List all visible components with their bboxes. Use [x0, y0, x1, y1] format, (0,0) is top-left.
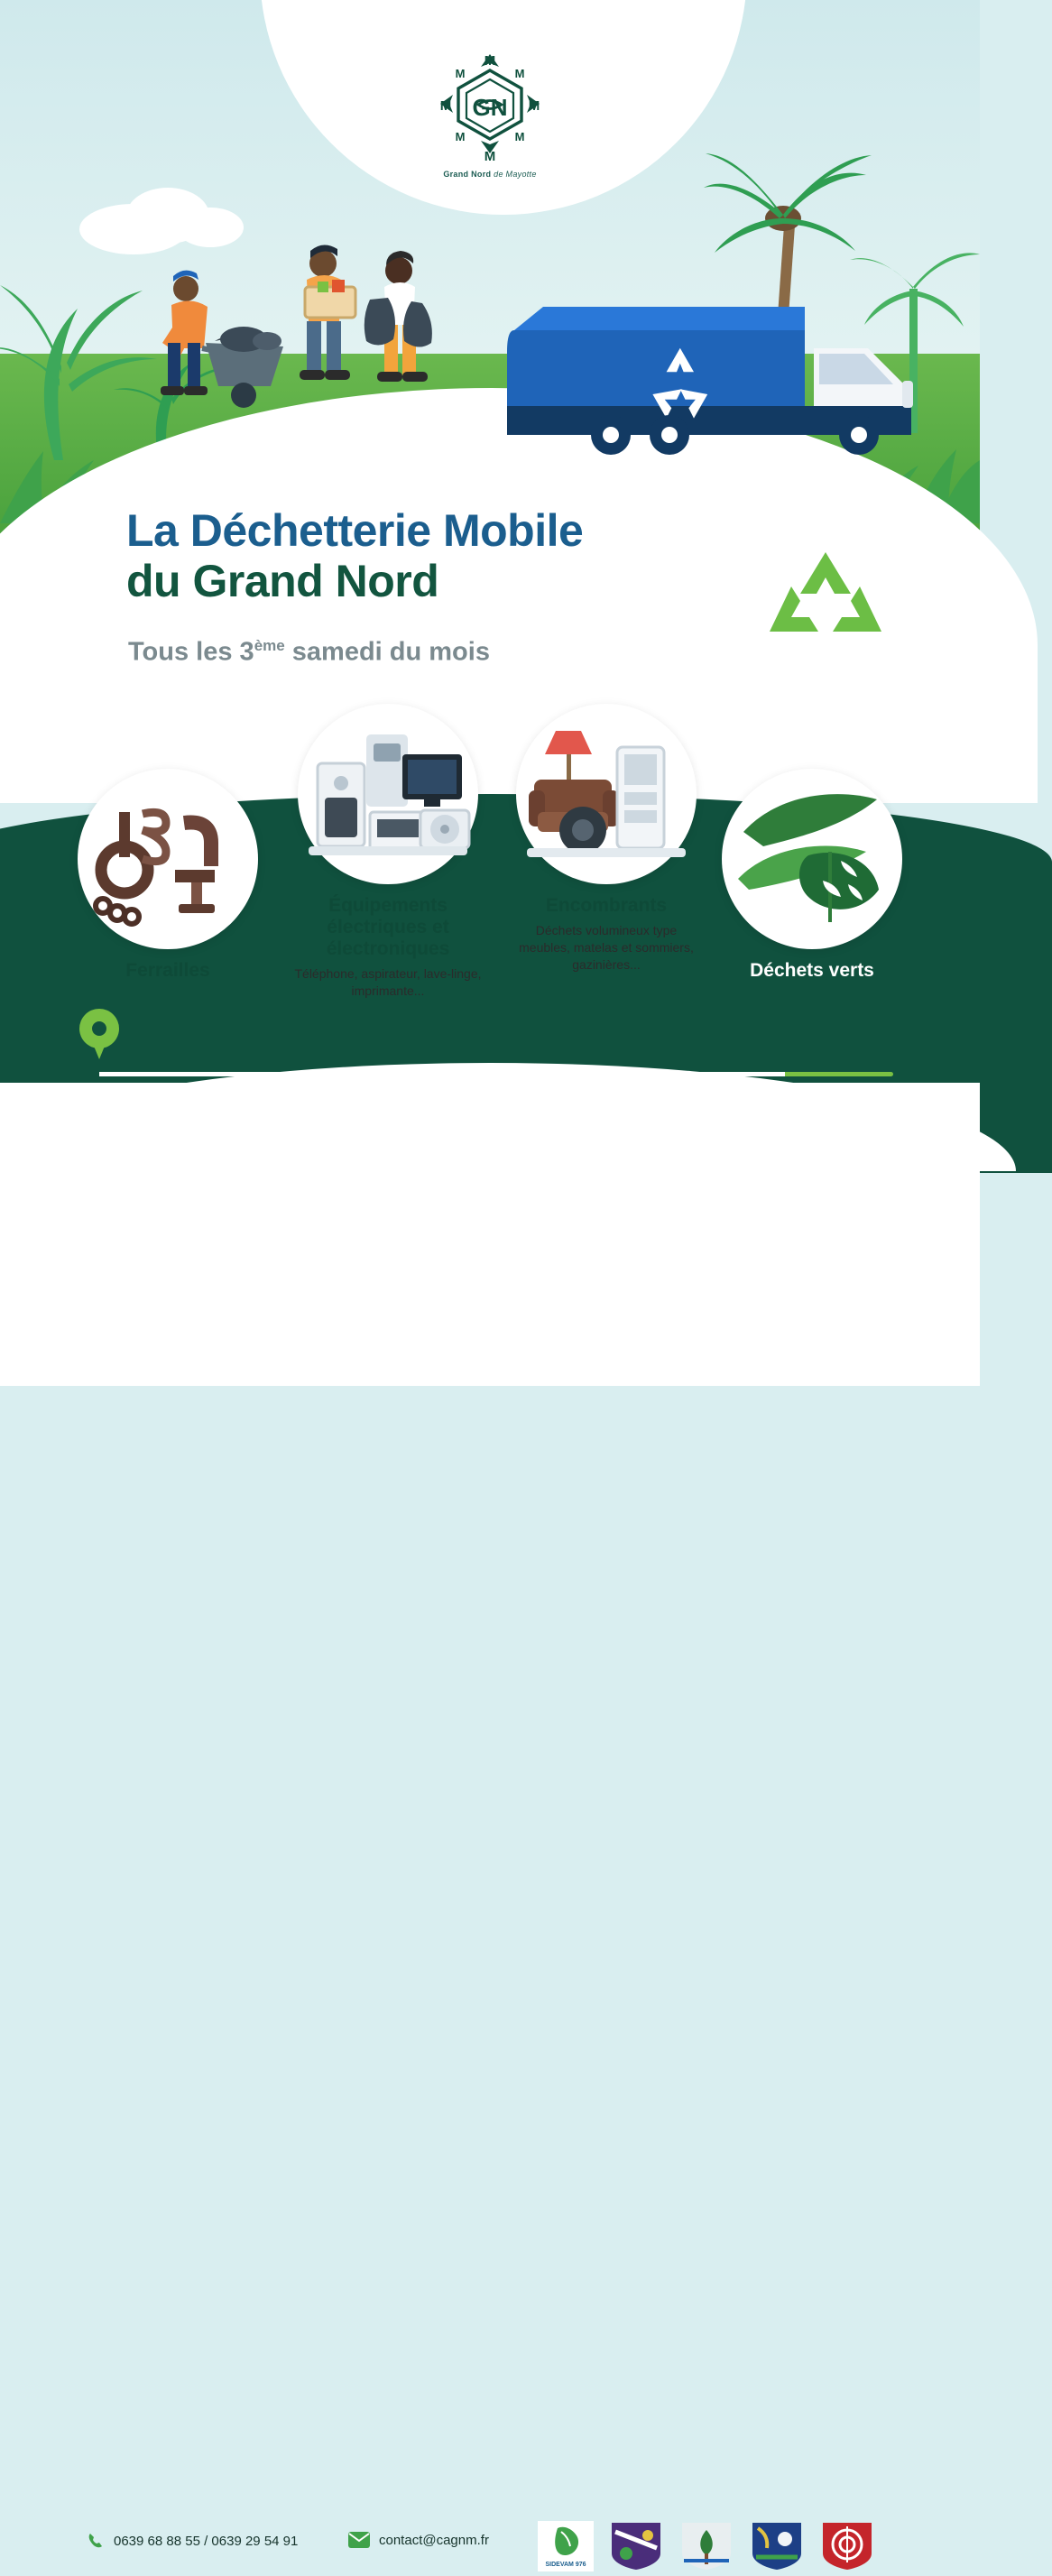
subtitle-ordinal: ème	[254, 637, 285, 654]
page-title	[126, 505, 812, 606]
partner-logo-crest-blue	[749, 2521, 805, 2571]
category-subtitle: Téléphone, aspirateur, lave-linge, imprimante...	[294, 966, 482, 999]
partner-logo-crest-purple	[608, 2521, 664, 2571]
category-title: Déchets verts	[750, 960, 874, 981]
divider-rule	[99, 1072, 893, 1076]
garbage-truck-illustration	[507, 298, 936, 483]
green-waste-icon	[722, 769, 902, 949]
svg-text:M: M	[514, 67, 525, 80]
email-address: contact@cagnm.fr	[379, 2532, 489, 2548]
partner-logo-sidevam	[538, 2521, 594, 2571]
event-place-line-1: Plateau polyvalent	[106, 1103, 408, 1140]
appliances-icon	[298, 704, 478, 884]
subtitle-before: Tous les 3	[128, 637, 254, 667]
svg-text:M: M	[514, 130, 525, 143]
category-title: Encombrants	[545, 895, 668, 916]
svg-text:M: M	[528, 98, 540, 114]
event-date	[540, 1103, 918, 1181]
logo-caption-bold: Grand Nord	[443, 170, 492, 179]
svg-text:M: M	[439, 98, 452, 114]
footer	[0, 1261, 980, 2568]
event-date-line-1: Samedi 13 janvier	[540, 1103, 830, 1140]
email-contact[interactable]	[348, 2532, 489, 2548]
svg-text:M: M	[484, 53, 496, 69]
partner-label: SIDEVAM 976	[545, 2562, 586, 2568]
subtitle-after: samedi du mois	[284, 637, 490, 667]
phone-icon	[87, 2532, 105, 2550]
svg-text:M: M	[484, 149, 496, 164]
logo-caption	[420, 170, 559, 179]
partner-logos	[538, 2521, 875, 2571]
svg-text:M: M	[455, 130, 466, 143]
page-subtitle	[128, 637, 490, 668]
category-dechets-verts	[718, 769, 906, 982]
phone-numbers: 0639 68 88 55 / 0639 29 54 91	[114, 2533, 299, 2549]
envelope-icon	[348, 2532, 370, 2548]
scrap-metal-icon	[78, 769, 258, 949]
location-pin-icon	[79, 1009, 119, 1063]
logo-caption-rest: de Mayotte	[494, 170, 537, 179]
event-place	[106, 1103, 503, 1181]
people-illustration	[108, 235, 496, 429]
brand-logo	[420, 45, 559, 212]
category-title: Équipements électriques et électroniques	[326, 895, 450, 960]
bulky-waste-icon	[516, 704, 697, 884]
grand-nord-logo-icon	[431, 45, 549, 162]
category-encombrants	[511, 704, 702, 974]
recycling-icon	[762, 549, 889, 650]
event-place-line-2: d’Acoua	[106, 1141, 242, 1180]
category-subtitle: Déchets volumineux type meubles, matelas et sommiers, gazinières...	[519, 923, 694, 972]
phone-contact[interactable]	[87, 2532, 298, 2550]
title-line-2: du Grand Nord	[126, 556, 439, 606]
category-equipements	[291, 704, 485, 1000]
svg-text:GN: GN	[472, 94, 508, 121]
category-title: Ferrailles	[125, 960, 210, 981]
partner-logo-crest-red	[819, 2521, 875, 2571]
svg-text:M: M	[455, 67, 466, 80]
title-line-1: La Déchetterie Mobile	[126, 505, 584, 556]
category-ferrailles	[76, 769, 260, 982]
event-date-line-2: de 8h à 12h	[540, 1141, 726, 1180]
partner-logo-crest-tree	[678, 2521, 734, 2571]
